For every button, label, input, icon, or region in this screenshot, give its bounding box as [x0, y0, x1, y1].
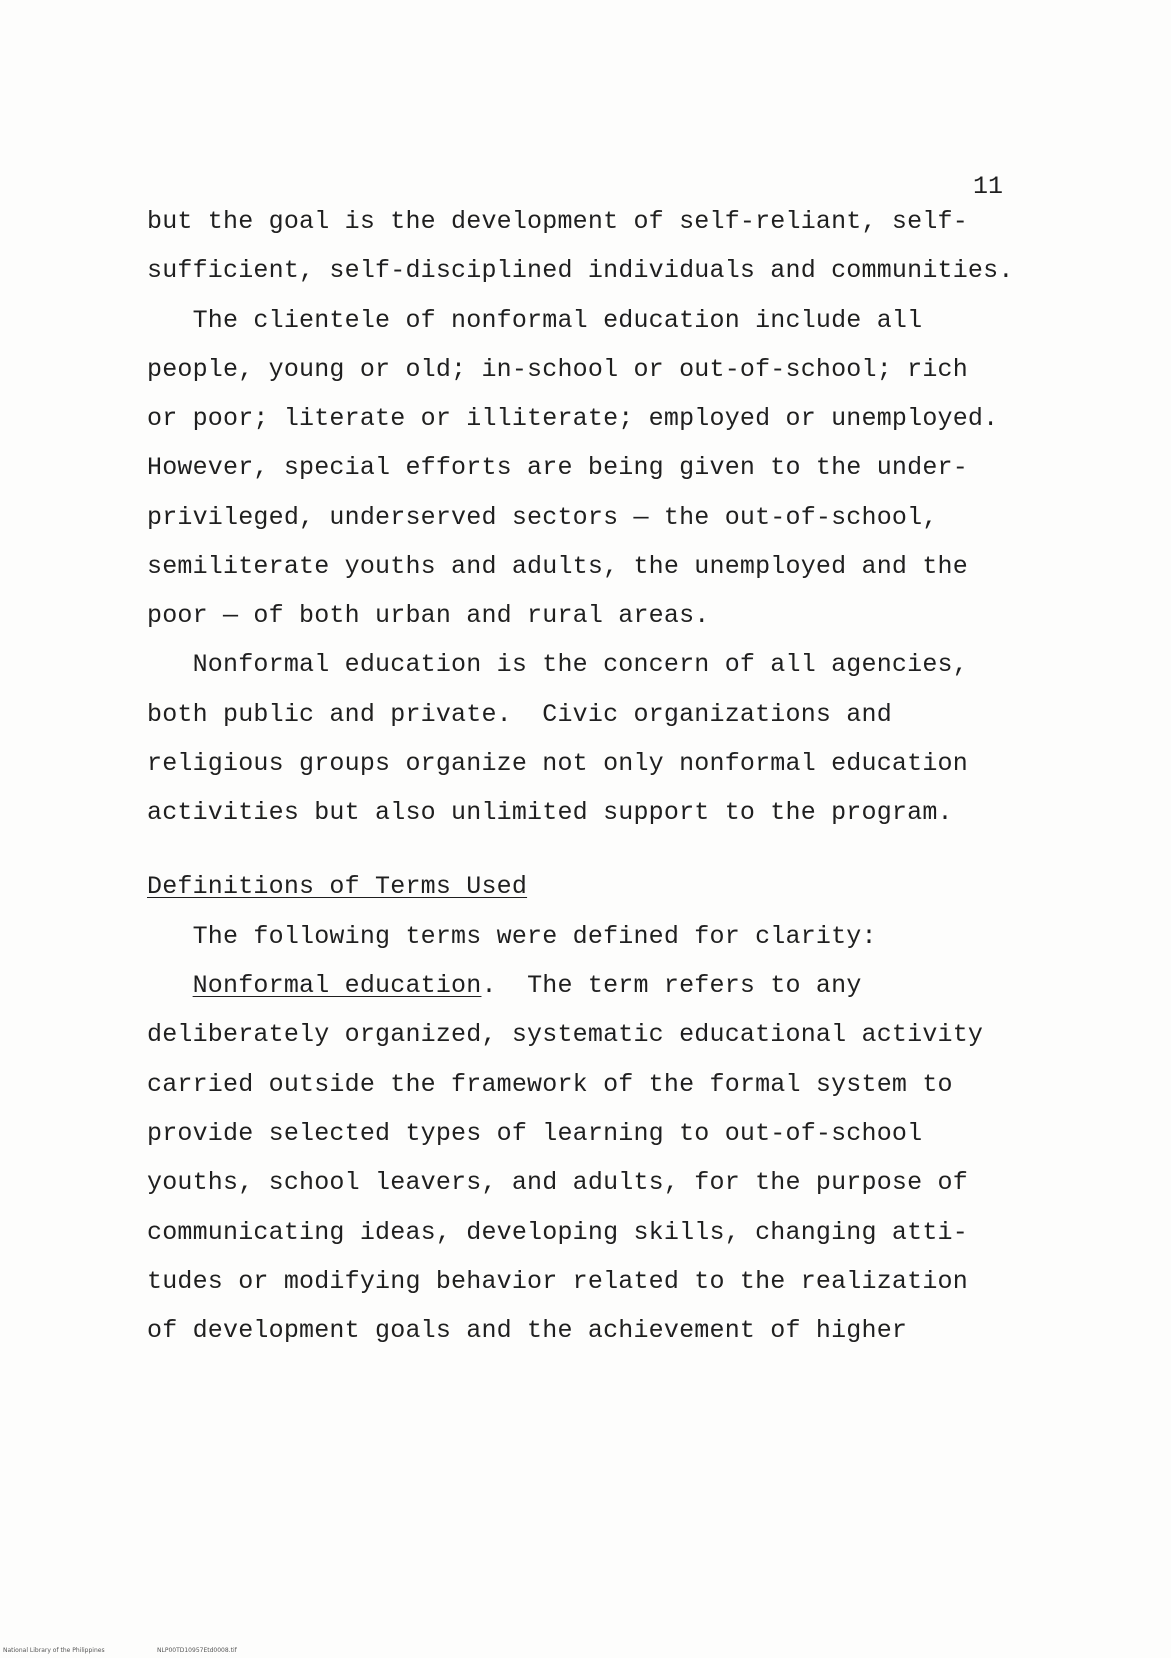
text-line-1: but the goal is the development of self-reliant, self- [147, 207, 968, 236]
term-line [147, 971, 862, 1001]
text-line-13: activities but also unlimited support to the program. [147, 798, 953, 827]
footer-file-code: NLP00TD10957Etd0008.tif [157, 1647, 237, 1654]
text-line-3: The clientele of nonformal education include all [147, 306, 923, 335]
definition-line-1: deliberately organized, systematic educational activity [147, 1020, 984, 1049]
section-heading: Definitions of Terms Used [147, 872, 528, 901]
definition-line-3: provide selected types of learning to out-of-school [147, 1119, 923, 1148]
definition-line-5: communicating ideas, developing skills, changing atti- [147, 1218, 968, 1247]
text-line-4: people, young or old; in-school or out-of-school; rich [147, 355, 968, 384]
definition-line-6: tudes or modifying behavior related to the realization [147, 1267, 968, 1296]
definitions-intro: The following terms were defined for clarity: [147, 922, 877, 951]
footer-library-label: National Library of the Philippines [3, 1647, 105, 1654]
text-line-6: However, special efforts are being given to the under- [147, 453, 968, 482]
text-line-9: poor — of both urban and rural areas. [147, 601, 710, 630]
text-line-11: both public and private. Civic organizations and [147, 700, 892, 729]
term-name: Nonformal education [192, 971, 482, 1000]
text-line-2: sufficient, self-disciplined individuals and communities. [147, 256, 1014, 285]
text-line-7: privileged, underserved sectors — the out-of-school, [147, 503, 938, 532]
text-line-10: Nonformal education is the concern of all agencies, [147, 650, 968, 679]
definition-line-4: youths, school leavers, and adults, for the purpose of [147, 1168, 968, 1197]
text-line-5: or poor; literate or illiterate; employed or unemployed. [147, 404, 999, 433]
text-line-8: semiliterate youths and adults, the unemployed and the [147, 552, 968, 581]
term-suffix: . The term refers to any [481, 971, 862, 1000]
page-number: 11 [973, 172, 1004, 201]
definition-line-7: of development goals and the achievement of higher [147, 1316, 908, 1345]
definition-line-2: carried outside the framework of the formal system to [147, 1070, 953, 1099]
text-line-12: religious groups organize not only nonformal education [147, 749, 968, 778]
